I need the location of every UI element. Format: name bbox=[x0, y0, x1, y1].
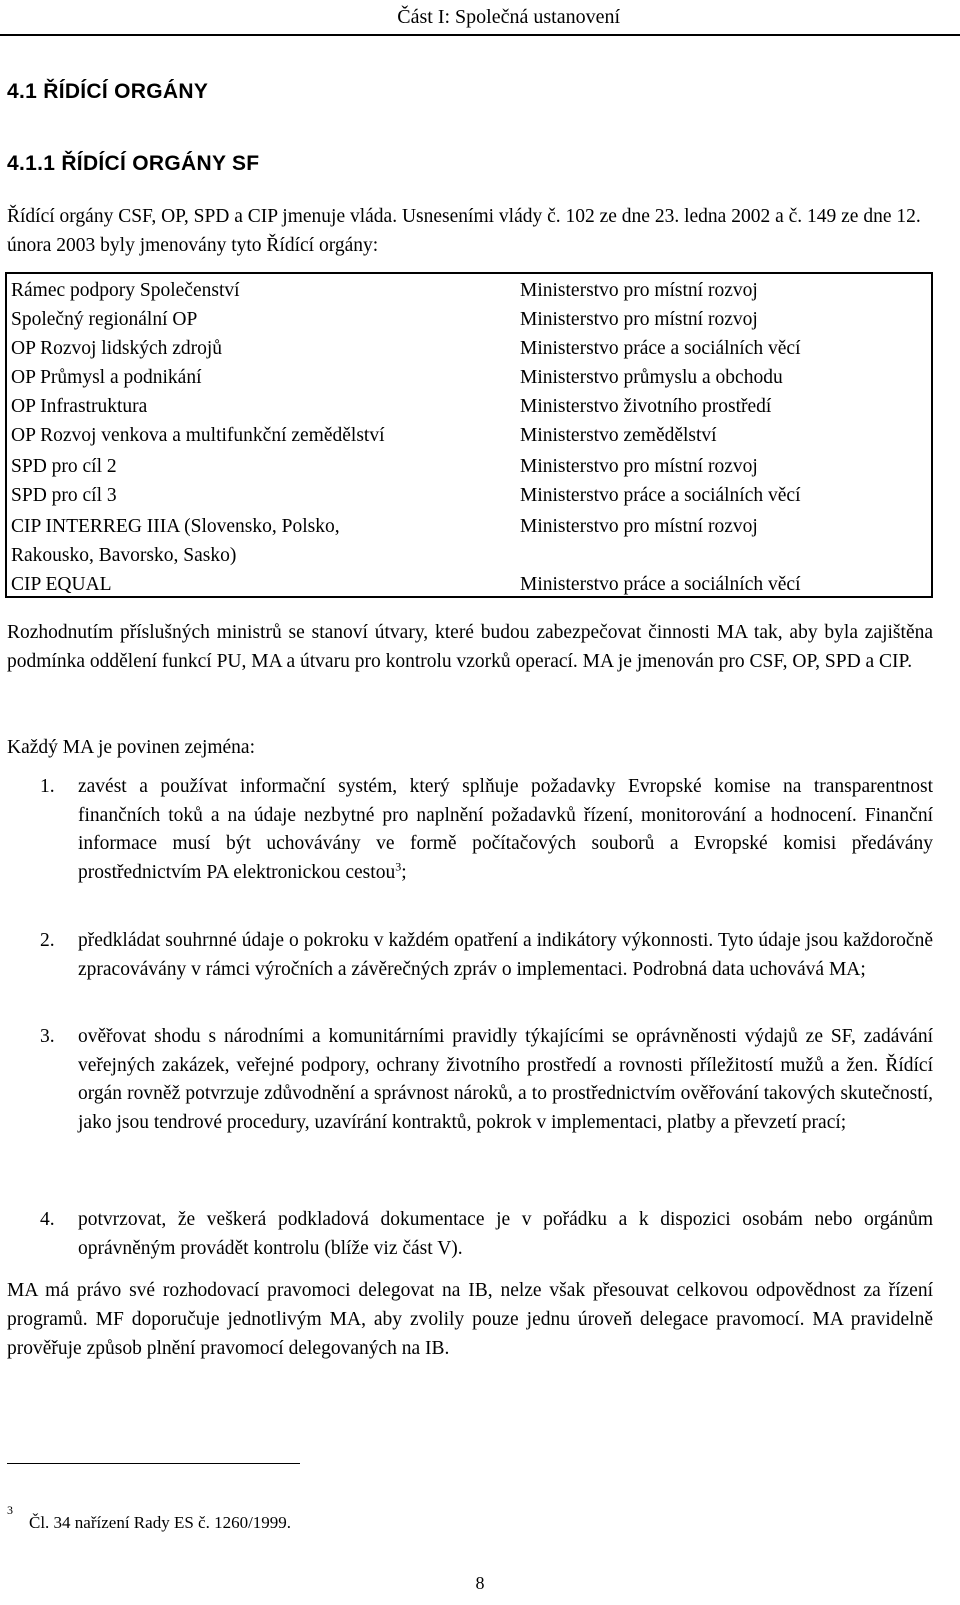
footnote-text: Čl. 34 nařízení Rady ES č. 1260/1999. bbox=[29, 1513, 292, 1532]
paragraph-units: Rozhodnutím příslušných ministrů se stanoví útvary, které budou zabezpečovat činnosti MA tak, aby byla zajištěna podmínka oddělení funkcí PU, MA a útvaru pro kontrolu vzorků operací. MA je jmenován pro CSF, OP, SPD a CIP. bbox=[7, 622, 933, 672]
list-text: zavést a používat informační systém, který splňuje požadavky Evropské komise na transparentnost finančních toků a na údaje nezbytné pro naplnění požadavků řízení, monitorování a hodnocení. Finanční informace musí být uchovávány ve formě počítačových souborů a Evropské komisi předávány prostřednictvím PA elektronickou cestou$^3$; bbox=[78, 776, 933, 883]
list-number: 3. bbox=[40, 1026, 55, 1047]
header-rule bbox=[0, 34, 960, 36]
ministry-cell: Ministerstvo pro místní rozvoj bbox=[520, 309, 758, 330]
ministry-cell: Ministerstvo průmyslu a obchodu bbox=[520, 367, 783, 388]
list-text: ověřovat shodu s národními a komunitárními pravidly týkajícími se oprávněnosti výdajů ze SF, zadávání veřejných zakázek, veřejné podpory, ochrany životního prostředí a rovnosti příležitostí mužů a žen. Řídící orgán rovněž potvrzuje zdůvodnění a správnost nároků, a to prostřednictvím ověřování takových skutečností, jako jsou tendrové procedury, uzavírání kontraktů, pokrok v implementaci, platby a převzetí prací; bbox=[78, 1026, 933, 1133]
program-cell: CIP EQUAL bbox=[11, 574, 112, 595]
ministry-cell: Ministerstvo pro místní rozvoj bbox=[520, 516, 758, 537]
program-cell: CIP INTERREG IIIA (Slovensko, Polsko, bbox=[11, 516, 340, 537]
ministry-cell: Ministerstvo práce a sociálních věcí bbox=[520, 338, 801, 359]
intro-paragraph: Řídící orgány CSF, OP, SPD a CIP jmenuje vláda. Usneseními vlády č. 102 ze dne 23. ledna 2002 a č. 149 ze dne 12. února 2003 byly jmenovány tyto Řídící orgány: bbox=[7, 206, 921, 256]
footnote-number: 3 bbox=[7, 1503, 13, 1517]
ministry-cell: Ministerstvo pro místní rozvoj bbox=[520, 456, 758, 477]
program-cell: SPD pro cíl 3 bbox=[11, 485, 117, 506]
program-cell: Společný regionální OP bbox=[11, 309, 198, 330]
list-number: 4. bbox=[40, 1209, 55, 1230]
program-cell: Rámec podpory Společenství bbox=[11, 280, 240, 301]
ministry-cell: Ministerstvo pro místní rozvoj bbox=[520, 280, 758, 301]
ministry-cell: Ministerstvo životního prostředí bbox=[520, 396, 772, 417]
ministry-cell: Ministerstvo zemědělství bbox=[520, 425, 717, 446]
managing-authorities-table bbox=[5, 272, 933, 598]
list-number: 2. bbox=[40, 930, 55, 951]
program-cell: OP Rozvoj lidských zdrojů bbox=[11, 338, 223, 359]
list-text: předkládat souhrnné údaje o pokroku v každém opatření a indikátory výkonnosti. Tyto údaje jsou každoročně zpracovávány v rámci výročních a závěrečných zpráv o implementaci. Podrobná data uchovává MA; bbox=[78, 930, 933, 980]
list-number: 1. bbox=[40, 776, 55, 797]
heading-level-2: 4.1.1 ŘÍDÍCÍ ORGÁNY SF bbox=[7, 152, 260, 175]
running-header: Část I: Společná ustanovení bbox=[397, 6, 620, 28]
program-cell: Rakousko, Bavorsko, Sasko) bbox=[11, 545, 237, 566]
paragraph-duties-intro: Každý MA je povinen zejména: bbox=[7, 737, 256, 758]
page-number: 8 bbox=[475, 1573, 485, 1593]
footnote-ref: 3 bbox=[395, 859, 402, 873]
program-cell: OP Průmysl a podnikání bbox=[11, 367, 202, 388]
ministry-cell: Ministerstvo práce a sociálních věcí bbox=[520, 574, 801, 595]
footnote-separator bbox=[7, 1463, 300, 1464]
program-cell: OP Infrastruktura bbox=[11, 396, 148, 417]
ministry-cell: Ministerstvo práce a sociálních věcí bbox=[520, 485, 801, 506]
program-cell: SPD pro cíl 2 bbox=[11, 456, 117, 477]
heading-level-1: 4.1 ŘÍDÍCÍ ORGÁNY bbox=[7, 80, 209, 103]
program-cell: OP Rozvoj venkova a multifunkční zemědělství bbox=[11, 425, 385, 446]
paragraph-delegation: MA má právo své rozhodovací pravomoci delegovat na IB, nelze však přesouvat celkovou odpovědnost za řízení programů. MF doporučuje jednotlivým MA, aby zvolily pouze jednu úroveň delegace pravomocí. MA pravidelně prověřuje způsob plnění pravomocí delegovaných na IB. bbox=[7, 1280, 933, 1359]
list-text: potvrzovat, že veškerá podkladová dokumentace je v pořádku a k dispozici osobám nebo orgánům oprávněným provádět kontrolu (blíže viz část V). bbox=[78, 1209, 933, 1259]
